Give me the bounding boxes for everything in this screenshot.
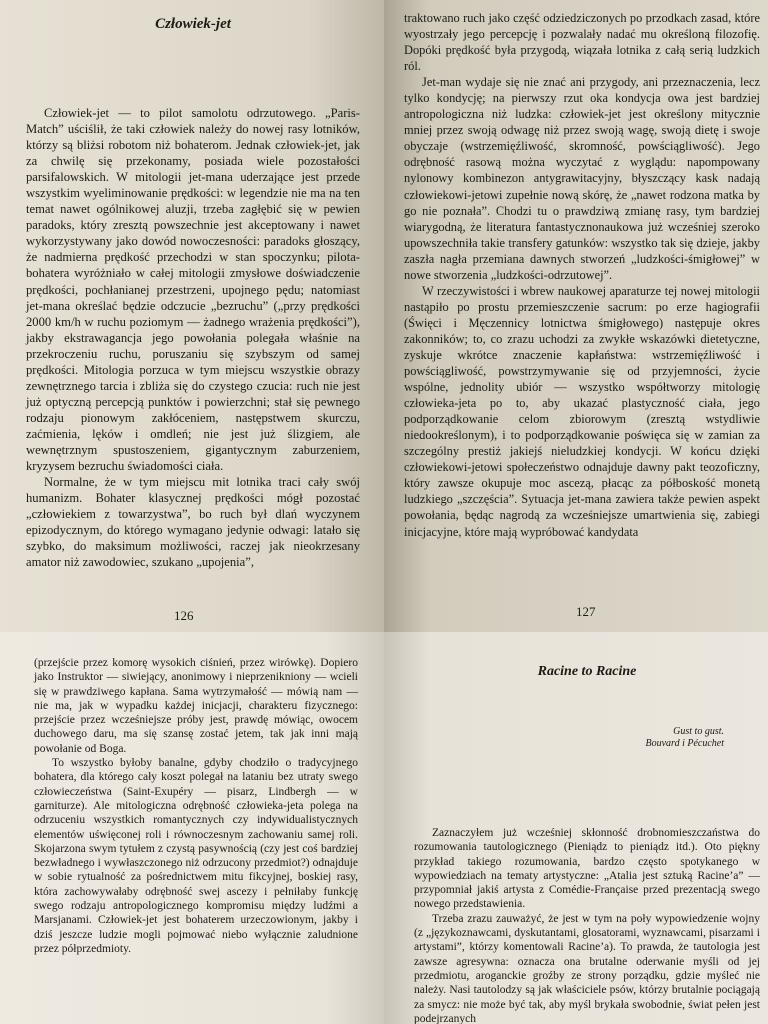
- page-127: [384, 0, 768, 632]
- page-text: [414, 826, 760, 1024]
- paragraph: To wszystko byłoby banalne, gdyby chodziło o tradycyjnego bohatera, dla którego cały koszt polegał na lataniu bez utraty swego człowieczeństwa (Saint-Exupéry — pisarz, Lindbergh — w garniturze). Ale mitologiczna odrębność człowieka-jeta polega na odrzuceniu wszystkich romantycznych czy indywidualistycznych elementów uświęconej roli i równoczesnym zachowaniu samej roli. Skojarzona swym tytułem z czystą pasywnością (czy jest coś bardziej bezwładnego i wywłaszczonego niż odrzucony przedmiot?) odnajduje w sobie rytualność za pośrednictwem mitu fikcyjnej, boskiej rasy, która zachowywałaby odrębność swej ascezy i pełniłaby funkcję swego rodzaju antropologicznego kompromisu między ludźmi a Marsjanami. Człowiek-jet jest bohaterem urzeczowionym, jakby i dziś jeszcze ludzie mogli pojmować niebo wyłącznie zaludnione przez półprzedmioty.: [34, 757, 358, 955]
- epigraph-text: Gust to gust.: [673, 726, 724, 737]
- page-text: [404, 10, 760, 540]
- epigraph-source: Bouvard i Pécuchet: [645, 738, 724, 749]
- page-text: [34, 656, 358, 956]
- page-128: [0, 632, 384, 1024]
- chapter-title: Człowiek-jet: [155, 16, 231, 32]
- chapter-title: Racine to Racine: [537, 664, 637, 679]
- paragraph: W rzeczywistości i wbrew naukowej aparaturze tej nowej mitologii nastąpiło po prostu przemieszczenie sacrum: po erze hagiografii (Święci i Męczennicy lotnictwa śmigłowego) następuje okres zakonników; to, co zrazu uchodzi za zwykłe wskazówki dietetyczne, zyskuje wkrótce znaczenie kapłaństwa: wstrzemięźliwość i powściągliwość, powstrzymywanie się od przyjemności, życie wspólne, jednolity ubiór — wszystko współtworzy mitologię człowieka-jeta po to, aby ukazać plastyczność ciała, jego podporządkowanie celom zbiorowym (zresztą wstydliwie niedookreślonym), i to podporządkowanie poświęca się w zamian za szczególny prestiż jakiejś nieludzkiej kondycji. W końcu dzięki człowiekowi-jetowi społeczeństwo odnajduje dawny pakt teozoficzny, który zawsze okupuje moc ascezą, płacąc za półboskość monetą ludzkiego „szczęścia”. Sytuacja jet-mana zawiera także pewien aspekt powołania, będąc nagrodą za wcześniejsze umartwienia się, zabiegi inicjacyjne, które mają wypróbować kandydata: [404, 283, 760, 539]
- paragraph: Trzeba zrazu zauważyć, że jest w tym na poły wypowiedzenie wojny (z „językoznawcami, dyskutantami, glosatorami, wyznawcami, pisarzami i artystami”, którzy komentowali Racine’a). To prawda, że tautologia jest zawsze agresywna: oznacza ona brutalne oderwanie myśli od jej przedmiotu, aroganckie groźby ze strony porządku, gdzie myśleć nie należy. Nasi tautolodzy są jak właściciele psów, którzy brutalnie pociągają za smycz: nie może być tak, aby myśl brykała swobodnie, świat pełen jest podejrzanych: [414, 912, 760, 1024]
- paragraph: traktowano ruch jako część odziedziczonych po przodkach zasad, które wyostrzały jego percepcję i pozwalały nadać mu określoną filozofię. Dopóki prędkość była przygodą, wiązała lotnika z całą serią ludzkich ról.: [404, 11, 760, 74]
- page-126: [0, 0, 384, 632]
- paragraph: Jet-man wydaje się nie znać ani przygody, ani przeznaczenia, lecz tylko kondycję; na pierwszy rzut oka kondycja owa jest bardziej antropologiczna niż ludzka: człowiek-jet jest określony mitycznie mniej przez swoją odwagę niż przez swoją wagę, swoją dietę i swoje obyczaje (wstrzemięźliwość, skromność, powściągliwość). Jego odrębność rasową można wyczytać z wyglądu: napompowany nylonowy kombinezon antygrawitacyjny, błyszczący kask nadają człowiekowi-jetowi zupełnie nową skórę, że „nawet rodzona matka by go nie poznała”. Chodzi tu o prawdziwą zmianę rasy, tym bardziej wiarygodną, że literatura fantastycznonaukowa już wcześniej szeroko upowszechniła takie transfery gatunków: wszystko tak się dzieje, jakby zaszła nagła przemiana dawnych stworzeń „ludzkości-śmigłowej” w nowe stworzenia „ludzkości-odrzutowej”.: [404, 75, 760, 282]
- page-number: 126: [174, 608, 194, 623]
- paragraph: (przejście przez komorę wysokich ciśnień, przez wirówkę). Dopiero jako Instruktor — siwiejący, anonimowy i nieprzenikniony — wcieli się w prawdziwego kapłana. Sama wytrzymałość — mówią nam — nie ma, jak w wypadku każdej inicjacji, charakteru fizycznego: przejście przez wcześniejsze próby jest, prawdę mówiąc, owocem duchowego daru, ma się szansę zostać jetem, tak jak inni mają powołanie od Boga.: [34, 657, 358, 755]
- paragraph: Człowiek-jet — to pilot samolotu odrzutowego. „Paris-Match” uściślił, że taki człowiek należy do nowej rasy lotników, którzy są bliżsi robotom niż bohaterom. Jednak człowiek-jet, jak za chwilę się przekonamy, posiada wiele pozostałości parsifalowskich. W mitologii jet-mana uderzające jest przede wszystkim wyeliminowanie prędkości: w legendzie nie ma na ten temat nawet ogólnikowej aluzji, trzeba zagłębić się w pewien paradoks, który zresztą powszechnie jest akceptowany i nawet wykorzystywany jako dowód nowoczesności: paradoks głoszący, że nadmierna prędkość przechodzi w stan spoczynku; pilota-bohatera wyróżniało w całej mitologii zmysłowe doświadczenie prędkości, pochłanianej przestrzeni, upojnego pędu; natomiast jet-mana określać będzie odczucie „bezruchu” („przy prędkości 2000 km/h w ruchu poziomym — żadnego wrażenia prędkości”), jakby ekstrawagancja jego powołania polegała właśnie na przekroczeniu ruchu, poruszaniu się szybszym od samej prędkości. Mitologia porzuca w tym miejscu wszystkie obrazy zewnętrznego tarcia i zbliża się do czystego czucia: ruch nie jest już optyczną percepcją punktów i powierzchni; stał się pewnego rodzaju pionowym zakłóceniem, następstwem skurczu, zaćmienia, lęków i omdleń; nie jest już ślizgiem, ale wewnętrznym spustoszeniem, gigantycznym zaburzeniem, kryzysem bezruchu świadomości ciała.: [26, 106, 360, 474]
- paragraph: Zaznaczyłem już wcześniej skłonność drobnomieszczaństwa do rozumowania tautologicznego (Pieniądz to pieniądz itd.). Oto piękny przykład takiego rozumowania, bardzo często spotykanego w wypowiedziach na tematy artystyczne: „Atalia jest sztuką Racine’a” — przypomniał jakiś artysta z Comédie-Française przed prezentacją swego nowego przedstawienia.: [414, 827, 760, 911]
- page-text: [26, 105, 360, 570]
- paragraph: Normalne, że w tym miejscu mit lotnika traci cały swój humanizm. Bohater klasycznej prędkości mógł pozostać „człowiekiem z towarzystwa”, bo ruch był dlań wyczynem epizodycznym, do którego wymagano jedynie odwagi: latało się szybko, do maksimum możliwości, raczej jak nieokrzesany amator niż zawodowiec, szukano „upojenia”,: [26, 475, 360, 570]
- bottom-book-spread: [0, 632, 768, 1024]
- page-129: [384, 632, 768, 1024]
- page-number: 127: [576, 604, 596, 619]
- epigraph: [414, 726, 724, 750]
